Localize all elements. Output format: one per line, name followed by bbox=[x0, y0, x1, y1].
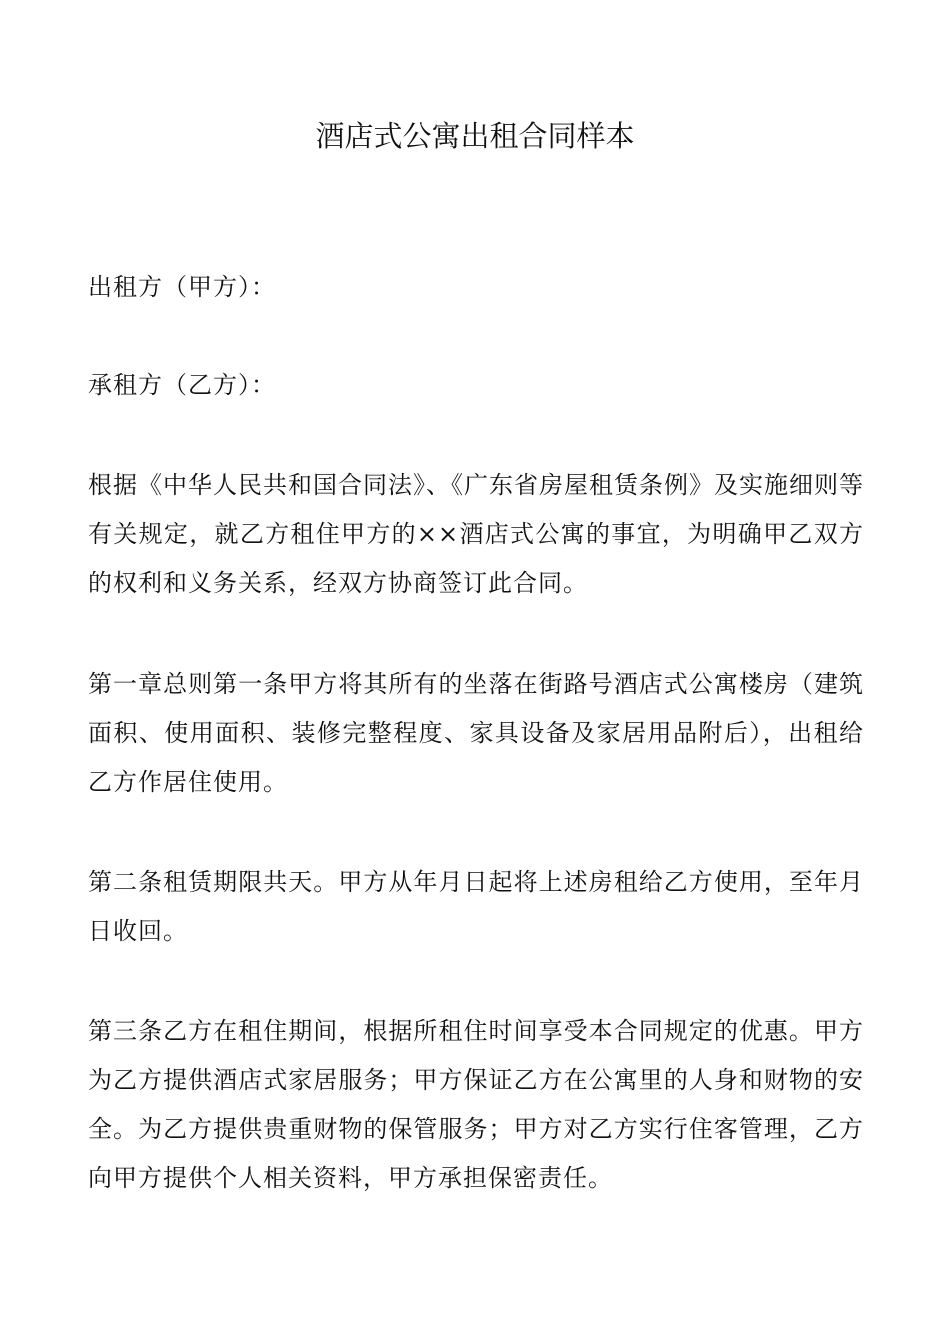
article-1-paragraph: 第一章总则第一条甲方将其所有的坐落在街路号酒店式公寓楼房（建筑面积、使用面积、装修完整程度、家具设备及家居用品附后），出租给乙方作居住使用。 bbox=[88, 670, 864, 796]
lessee-line: 承租方（乙方）： bbox=[88, 371, 276, 399]
article-3-paragraph: 第三条乙方在租住期间，根据所租住时间享受本合同规定的优惠。甲方为乙方提供酒店式家居服务；甲方保证乙方在公寓里的人身和财物的安全。为乙方提供贵重财物的保管服务；甲方对乙方实行住客管理，乙方向甲方提供个人相关资料，甲方承担保密责任。 bbox=[88, 1017, 864, 1192]
document-title: 酒店式公寓出租合同样本 bbox=[315, 119, 635, 153]
article-2-paragraph: 第二条租赁期限共天。甲方从年月日起将上述房租给乙方使用，至年月日收回。 bbox=[88, 868, 864, 945]
lessor-line: 出租方（甲方）： bbox=[88, 273, 276, 301]
preamble-paragraph: 根据《中华人民共和国合同法》、《广东省房屋租赁条例》及实施细则等有关规定，就乙方租住甲方的××酒店式公寓的事宜，为明确甲乙双方的权利和义务关系，经双方协商签订此合同。 bbox=[88, 471, 864, 597]
